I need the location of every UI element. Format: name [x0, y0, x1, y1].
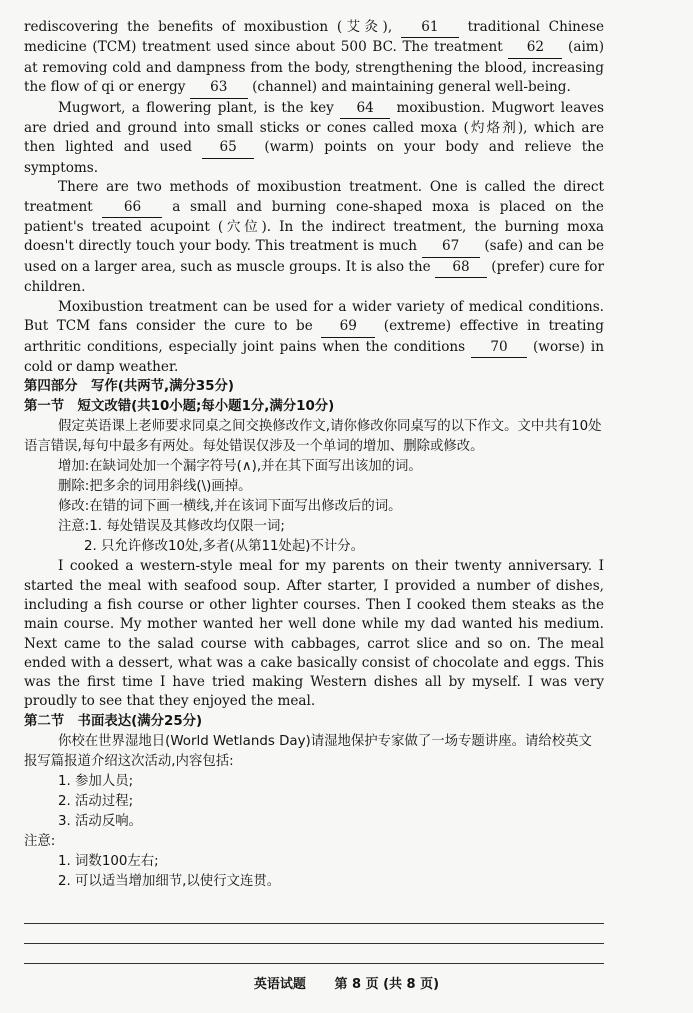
- requirement-2: 2. 可以适当增加细节,以使行文连贯。: [58, 873, 281, 889]
- page-footer: [0, 973, 693, 992]
- passage-paragraph-4: Moxibustion treatment can be used for a wider variety of medical conditions. But TCM fans consider the cure to be 69 (extreme) effective in treating arthritic conditions, especially joint pains when the conditions 70 (worse) in cold or damp weather.: [24, 298, 604, 375]
- blank-63[interactable]: 63: [190, 78, 248, 98]
- blank-66[interactable]: 66: [102, 198, 162, 218]
- part4-heading: 第四部分 写作(共两节,满分35分): [24, 379, 235, 395]
- correction-essay: I cooked a western-style meal for my parents on their twenty anniversary. I started the meal with seafood soup. After starter, I provided a number of dishes, including a fish course or other lighter courses. Then I cooked them steaks as the main course. My mother wanted her well done while my dad wanted his medium. Next came to the salad course with cabbages, carrot slice and so on. The meal ended with a dessert, what was a cake basically consist of chocolate and eggs. This was the first time I have tried making Western dishes all by myself. I was very proudly to see that they enjoyed the meal.: [24, 558, 604, 710]
- section2-instructions: 你校在世界湿地日(World Wetlands Day)请湿地保护专家做了一场专题讲座。请给校英文报写篇报道介绍这次活动,内容包括:: [24, 733, 592, 769]
- blank-70[interactable]: 70: [471, 338, 527, 358]
- writing-line: [24, 904, 604, 924]
- content-item-1: 1. 参加人员;: [58, 773, 134, 789]
- blank-69[interactable]: 69: [321, 317, 375, 337]
- blank-65[interactable]: 65: [202, 138, 254, 158]
- blank-62[interactable]: 62: [508, 38, 562, 58]
- blank-67[interactable]: 67: [422, 237, 480, 257]
- requirement-1: 1. 词数100左右;: [58, 853, 159, 869]
- rule-delete: 删除:把多余的词用斜线(\)画掉。: [58, 479, 252, 495]
- writing-area[interactable]: [24, 904, 604, 964]
- rule-add: 增加:在缺词处加一个漏字符号(∧),并在其下面写出该加的词。: [58, 459, 422, 475]
- rule-modify: 修改:在错的词下画一横线,并在该词下面写出修改后的词。: [58, 499, 402, 515]
- note-2: 2. 只允许修改10处,多者(从第11处起)不计分。: [84, 539, 365, 555]
- section1-instructions: 假定英语课上老师要求同桌之间交换修改作文,请你修改你同桌写的以下作文。文中共有10处语言错误,每句中最多有两处。每处错误仅涉及一个单词的增加、删除或修改。: [24, 419, 602, 455]
- blank-68[interactable]: 68: [435, 258, 487, 278]
- exam-page: [24, 18, 604, 964]
- note-label: 注意:: [24, 833, 56, 849]
- content-item-3: 3. 活动反响。: [58, 813, 142, 829]
- blank-64[interactable]: 64: [340, 99, 390, 119]
- footer-subject: 英语试题: [253, 977, 306, 992]
- writing-line: [24, 944, 604, 964]
- content-item-2: 2. 活动过程;: [58, 793, 134, 809]
- passage-paragraph-3: There are two methods of moxibustion treatment. One is called the direct treatment 66 a small and burning cone-shaped moxa is placed on the patient's treated acupoint (穴位). In the indirect treatment, the burning moxa doesn't directly touch your body. This treatment is much 67 (safe) and can be used on a larger area, such as muscle groups. It is also the 68 (prefer) cure for children.: [24, 179, 604, 296]
- passage-paragraph-1: rediscovering the benefits of moxibustion (艾灸), 61 traditional Chinese medicine (TCM) treatment used since about 500 BC. The treatment 62 (aim) at removing cold and dampness from the body, strengthening the blood, increasing the flow of qi or energy 63 (channel) and maintaining general well-being.: [24, 18, 604, 99]
- note-1: 注意:1. 每处错误及其修改均仅限一词;: [58, 519, 285, 535]
- passage-paragraph-2: Mugwort, a flowering plant, is the key 64 moxibustion. Mugwort leaves are dried and ground into small sticks or cones called moxa (灼烙剂), which are then lighted and used 65 (warm) points on your body and relieve the symptoms.: [24, 99, 605, 176]
- footer-page-number: 第 8 页 (共 8 页): [334, 977, 440, 992]
- section1-heading: 第一节 短文改错(共10小题;每小题1分,满分10分): [24, 399, 335, 415]
- blank-61[interactable]: 61: [401, 18, 459, 38]
- section2-heading: 第二节 书面表达(满分25分): [24, 713, 203, 729]
- writing-line: [24, 924, 604, 944]
